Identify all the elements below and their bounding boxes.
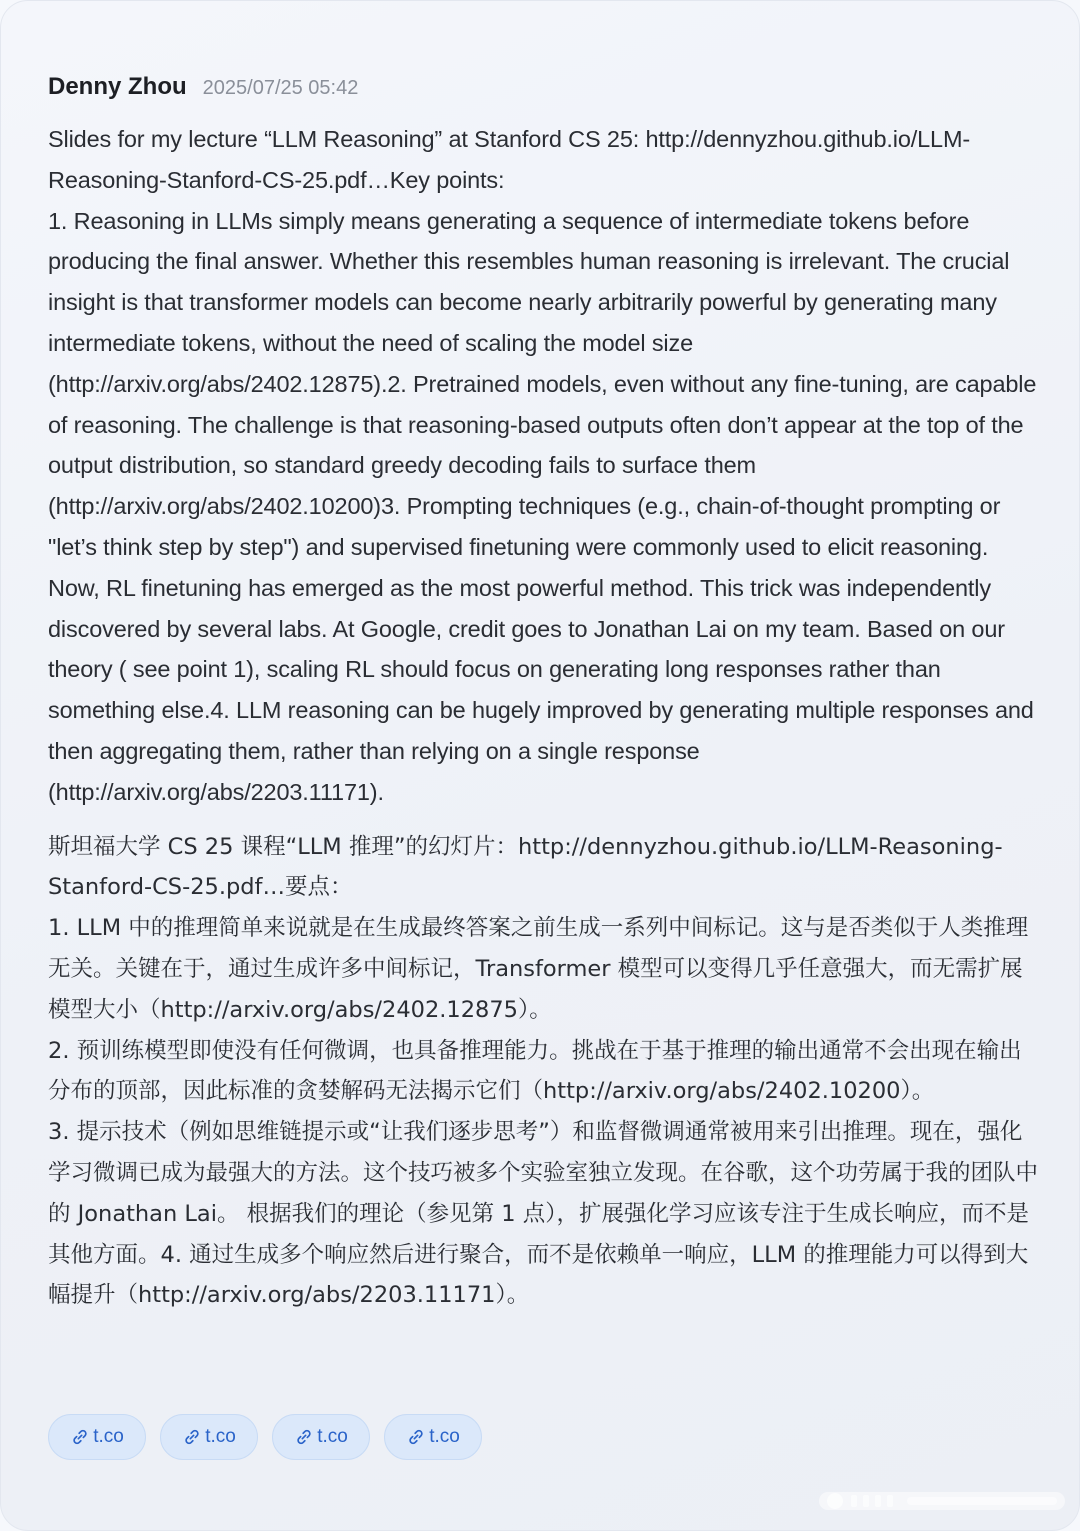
link-chip-3[interactable] — [272, 1414, 370, 1460]
link-icon — [70, 1427, 90, 1447]
link-chip-label: t.co — [429, 1426, 460, 1447]
link-chip-label: t.co — [317, 1426, 348, 1447]
post-text-english: Slides for my lecture “LLM Reasoning” at Stanford CS 25: http://dennyzhou.github.io/LLM-Reasoning-Stanford-CS-25.pdf…Key points: 1. Reasoning in LLMs simply means generating a sequence of intermediate tokens before producing the final answer. Whether this resembles human reasoning is irrelevant. The crucial insight is that transformer models can become nearly arbitrarily powerful by generating many intermediate tokens, without the need of scaling the model size (http://arxiv.org/abs/2402.12875).2. Pretrained models, even without any fine-tuning, are capable of reasoning. The challenge is that reasoning-based outputs often don’t appear at the top of the output distribution, so standard greedy decoding fails to surface them (http://arxiv.org/abs/2402.10200)3. Prompting techniques (e.g., chain-of-thought prompting or "let’s think step by step") and supervised finetuning were commonly used to elicit reasoning. Now, RL finetuning has emerged as the most powerful method. This trick was independently discovered by several labs. At Google, credit goes to Jonathan Lai on my team. Based on our theory ( see point 1), scaling RL should focus on generating long responses rather than something else.4. LLM reasoning can be hugely improved by generating multiple responses and then aggregating them, rather than relying on a single response (http://arxiv.org/abs/2203.11171). — [48, 126, 1037, 805]
post-timestamp: 2025/07/25 05:42 — [202, 77, 359, 99]
post-header — [48, 73, 358, 101]
link-chip-label: t.co — [205, 1426, 236, 1447]
link-chip-1[interactable] — [48, 1414, 146, 1460]
link-icon — [182, 1427, 202, 1447]
watermark-logo — [817, 1486, 1067, 1516]
post-text-chinese: 斯坦福大学 CS 25 课程“LLM 推理”的幻灯片：http://dennyzhou.github.io/LLM-Reasoning-Stanford-CS-25.pdf…要点： 1. LLM 中的推理简单来说就是在生成最终答案之前生成一系列中间标记。这与是否类似于人类推理无关。关键在于，通过生成许多中间标记，Transformer 模型可以变得几乎任意强大，而无需扩展模型大小（http://arxiv.org/abs/2402.12875）。 2. 预训练模型即使没有任何微调，也具备推理能力。挑战在于基于推理的输出通常不会出现在输出分布的顶部，因此标准的贪婪解码无法揭示它们（http://arxiv.org/abs/2402.10200）。 3. 提示技术（例如思维链提示或“让我们逐步思考”）和监督微调通常被用来引出推理。现在，强化学习微调已成为最强大的方法。这个技巧被多个实验室独立发现。在谷歌，这个功劳属于我的团队中的 Jonathan Lai。 根据我们的理论（参见第 1 点），扩展强化学习应该专注于生成长响应，而不是其他方面。4. 通过生成多个响应然后进行聚合，而不是依赖单一响应，LLM 的推理能力可以得到大幅提升（http://arxiv.org/abs/2203.11171）。 — [48, 833, 1039, 1309]
link-chip-4[interactable] — [384, 1414, 482, 1460]
author-name[interactable]: Denny Zhou — [48, 73, 187, 100]
link-chip-label: t.co — [93, 1426, 124, 1447]
link-icon — [294, 1427, 314, 1447]
post-body — [48, 119, 1038, 1316]
link-icon — [406, 1427, 426, 1447]
link-chips — [48, 1414, 482, 1460]
link-chip-2[interactable] — [160, 1414, 258, 1460]
